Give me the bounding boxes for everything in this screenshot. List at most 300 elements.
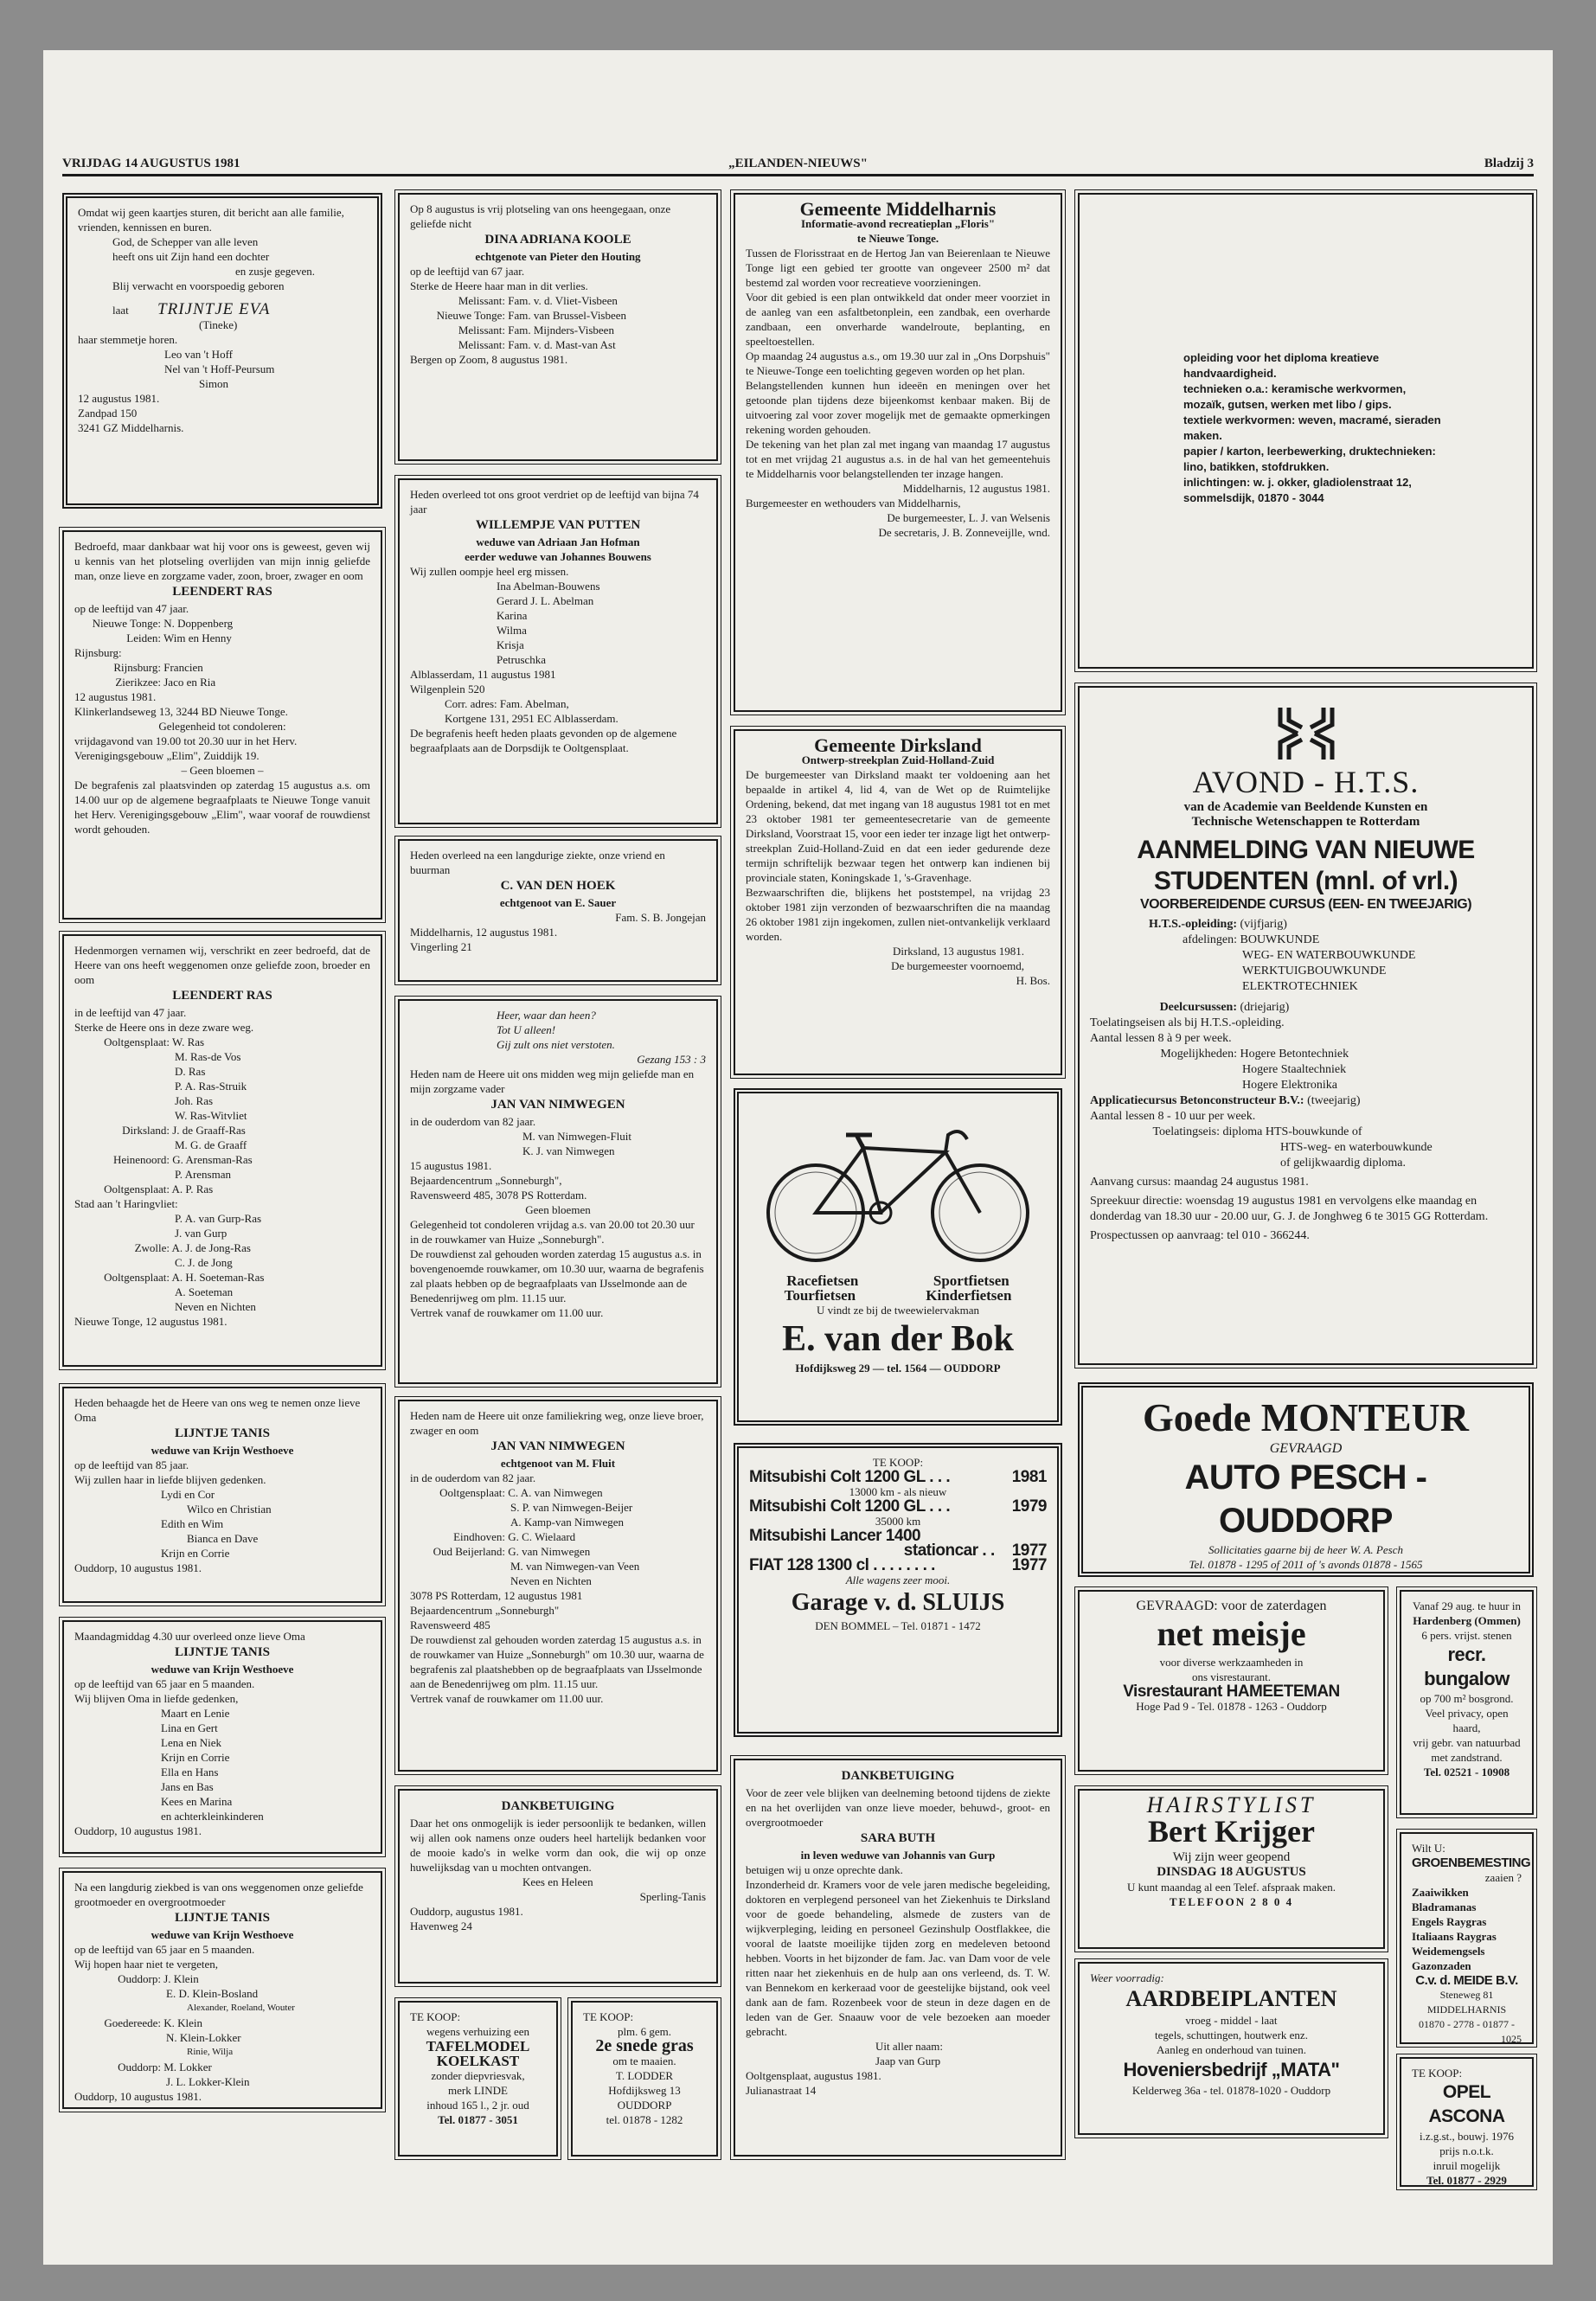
text: Middelharnis, 12 augustus 1981.: [902, 482, 1050, 495]
obituary-ras-2: [62, 934, 382, 1367]
text: Heer, waar dan heen?: [497, 1009, 596, 1022]
text: 1981: [1011, 1468, 1047, 1486]
text: Steneweg 81: [1439, 1989, 1494, 2001]
text: Toelatingseisen als bij H.T.S.-opleiding.: [1090, 1016, 1285, 1029]
deceased-name: DINA ADRIANA KOOLE: [484, 233, 631, 247]
ad-hoveniersbedrijf-mata: [1078, 1962, 1385, 2135]
text: Dirksland:: [122, 1124, 170, 1137]
text: Op maandag 24 augustus a.s., om 19.30 uur zal in „Ons Dorpshuis" te Nieuwe-Tonge een toelichting gegeven worden op het plan.: [746, 349, 1050, 377]
text: Bedroefd, maar dankbaar wat hij voor ons is geweest, geven wij u kennis van het plotseling overlijden van mijn innig geliefde man, onze lieve en zorgzame vader, zoon, broer, zwager en oom: [74, 540, 370, 582]
text: betuigen wij u onze oprechte dank.: [746, 1863, 903, 1876]
text: met zandstrand.: [1431, 1751, 1503, 1764]
text: OUDDORP: [617, 2099, 672, 2112]
text: Ella en Hans: [161, 1766, 219, 1779]
text: Ouddorp, 10 augustus 1981.: [74, 1561, 202, 1574]
text: FIAT 128 1300 cl . . . . . . . .: [749, 1556, 935, 1574]
text: Aantal lessen 8 - 10 uur per week.: [1090, 1110, 1256, 1123]
text: Hogere Staaltechniek: [1242, 1063, 1347, 1076]
text: (vijfjarig): [1240, 918, 1287, 931]
text: Ouddorp, 10 augustus 1981.: [74, 1824, 202, 1837]
text: Hoveniersbedrijf „MATA": [1123, 2059, 1340, 2080]
text: Op 8 augustus is vrij plotseling van ons heengegaan, onze geliefde nicht: [410, 202, 671, 230]
text: Deelcursussen:: [1159, 1001, 1237, 1014]
text: VOORBEREIDENDE CURSUS (EEN- EN TWEEJARIG): [1139, 897, 1472, 912]
obituary-tanis-2: [62, 1620, 382, 1854]
ad-avond-hts: [1078, 686, 1534, 1365]
text: Heinenoord:: [113, 1153, 170, 1166]
text: recr. bungalow: [1424, 1644, 1509, 1689]
text: Informatie-avond recreatieplan „Floris": [800, 217, 996, 230]
text: De begrafenis zal plaatsvinden op zaterdag 15 augustus a.s. om 14.00 uur op de algemene begraafplaats te Nieuwe Tonge vanuit het Herv. Verenigingsgebouw „Elim", waar vooraf de rouwdienst wordt gehouden.: [74, 779, 370, 836]
text: weduwe van Krijn Westhoeve: [151, 1444, 294, 1457]
text: Gelegenheid tot condoleren:: [158, 720, 286, 733]
text: H.T.S.-opleiding:: [1148, 918, 1237, 931]
text: heeft ons uit Zijn hand een dochter: [112, 250, 270, 263]
text: Krijn en Corrie: [161, 1751, 230, 1764]
text: Neven en Nichten: [510, 1574, 592, 1587]
text: in de ouderdom van 82 jaar.: [410, 1115, 536, 1128]
text: Tot U alleen!: [497, 1023, 556, 1036]
text: M. G. de Graaff: [175, 1138, 247, 1151]
text: 01870 - 2778 - 01877 -: [1419, 2018, 1515, 2030]
text: 15 augustus 1981.: [410, 1159, 492, 1172]
text: N. Klein-Lokker: [166, 2031, 241, 2044]
hts-logo-icon: [1272, 703, 1341, 764]
text: Gelegenheid tot condoleren vrijdag a.s. van 20.00 tot 20.30 uur in de rouwkamer van Huize „Sonneburgh".: [410, 1218, 695, 1246]
text: vrij gebr. van natuurbad: [1413, 1736, 1521, 1749]
newspaper-page: [43, 50, 1553, 2265]
text: Nieuwe Tonge:: [436, 309, 505, 322]
text: Ooltgensplaat:: [104, 1183, 170, 1195]
text: Aanvang cursus: maandag 24 augustus 1981.: [1090, 1176, 1309, 1189]
text: D. Ras: [175, 1065, 206, 1078]
text: Havenweg 24: [410, 1920, 472, 1932]
text: WERKTUIGBOUWKUNDE: [1242, 965, 1387, 977]
text: Heden behaagde het de Heere van ons weg te nemen onze lieve Oma: [74, 1396, 361, 1424]
text: Corr. adres: Fam. Abelman,: [445, 697, 569, 710]
text: Voor dit gebied is een plan ontwikkeld dat onder meer voorziet in de aanleg van een asfaltbetonplein, een zandbak, een overharde zandbaan, een onverharde wandelroute, beplanting, en speeltoestellen.: [746, 291, 1050, 348]
text: Jans en Bas: [161, 1780, 214, 1793]
text: Omdat wij geen kaartjes sturen, dit bericht aan alle familie, vrienden, kennissen en buren.: [78, 206, 344, 234]
text: Wilma: [497, 624, 527, 637]
text: P. A. van Gurp-Ras: [175, 1212, 262, 1225]
text: te Nieuwe Tonge.: [856, 232, 939, 245]
ad-fietsen-van-der-bok: [734, 1088, 1062, 1426]
text: Bladramanas: [1412, 1900, 1477, 1913]
text: Ooltgensplaat:: [104, 1035, 170, 1048]
text: Mogelijkheden:: [1160, 1048, 1237, 1061]
text: Leiden:: [126, 631, 161, 644]
text: KOELKAST: [436, 2053, 520, 2069]
text: Lena en Niek: [161, 1736, 222, 1749]
text: Middelharnis, 12 augustus 1981.: [410, 926, 558, 939]
text: Bejaardencentrum „Sonneburgh": [410, 1604, 560, 1617]
text: Heden overleed na een langdurige ziekte, onze vriend en buurman: [410, 849, 665, 876]
text: Goedereede:: [104, 2016, 161, 2029]
text: Wilt U:: [1412, 1842, 1445, 1855]
text: (tweejarig): [1307, 1094, 1361, 1107]
text: tegels, schuttingen, houtwerk enz.: [1155, 2029, 1308, 2041]
text: M. van Nimwegen-van Veen: [510, 1560, 640, 1573]
text: weduwe van Krijn Westhoeve: [151, 1663, 294, 1676]
text: Maandagmiddag 4.30 uur overleed onze lieve Oma: [74, 1630, 305, 1643]
text: Nel van 't Hoff-Peursum: [164, 362, 275, 375]
ad-garage-sluijs: [734, 1443, 1062, 1737]
text: 3078 PS Rotterdam, 12 augustus 1981: [410, 1589, 583, 1602]
text: Simon: [199, 377, 228, 390]
text: H. Bos.: [1016, 974, 1050, 987]
text: – Geen bloemen –: [181, 764, 264, 777]
text: De rouwdienst zal gehouden worden zaterdag 15 augustus a.s. in de rouwkamer van Huize „Sonneburgh" om 10.30 uur, waarna de begrafenis zal plaatshebben op de begraafplaats van IJsselmonde aan de Benedenrijweg om plm. 11.15 uur.: [410, 1633, 704, 1690]
text: diploma HTS-bouwkunde of: [1222, 1125, 1362, 1138]
text: 1025: [1501, 2033, 1522, 2044]
text: C. A. van Nimwegen: [508, 1486, 603, 1499]
text: weduwe van Adriaan Jan Hofman: [476, 535, 640, 548]
shop-name: E. van der Bok: [782, 1319, 1014, 1359]
text: Bejaardencentrum „Sonneburgh",: [410, 1174, 562, 1187]
text: Hedenmorgen vernamen wij, verschrikt en zeer bedroefd, dat de Heere van ons heeft weggenomen onze geliefde zoon, broeder en oom: [74, 944, 370, 986]
text: J. L. Lokker-Klein: [166, 2075, 250, 2088]
text: Inzonderheid dr. Kramers voor de vele jaren medische begeleiding, doktoren en verplegend personeel van het Ziekenhuis te Dirksland voor de goede behandeling, alsmede de zusters van de wijkverpleging, leiding en personeel Gezinshulp Oostflakkee, die vooral de laatste moeilijke tijden zorg en medeleven betoond hebben. Voorts in het bijzonder de fam. Jac. van Dam voor de vele ritten naar het ziekenhuis en de hulp aan ons verleend, ds. T. W. van Bennekom en kerkeraad voor de geestelijke bijstand, ook veel dank aan de fam. Rozenbeek voor de steun in deze dagen en de leden van de Ger. Snaauw voor de vele bezoeken aan moeder gebracht.: [746, 1878, 1050, 2038]
text: Burgemeester en wethouders van Middelharnis,: [746, 497, 961, 510]
text: E. D. Klein-Bosland: [166, 1987, 259, 2000]
text: Francien: [163, 661, 203, 674]
text: J. Klein: [163, 1972, 199, 1985]
text: Wij hopen haar niet te vergeten,: [74, 1958, 219, 1971]
text: Visrestaurant HAMEETEMAN: [1123, 1682, 1340, 1701]
text: Tussen de Florisstraat en de Hertog Jan van Beierenlaan te Nieuwe Tonge ligt een gebied ter grootte van ongeveer 2500 m² dat bestemd zal worden voor recreatieve voorzieningen.: [746, 247, 1050, 289]
text: Toelatingseis:: [1152, 1125, 1220, 1138]
text: Nieuwe Tonge:: [92, 617, 161, 630]
text: Joh. Ras: [175, 1094, 214, 1107]
text: Lydi en Cor: [161, 1488, 215, 1501]
text: AARDBEIPLANTEN: [1125, 1986, 1337, 2011]
text: U kunt maandag al een Telef. afspraak maken.: [1126, 1881, 1336, 1894]
text: plm. 6 gem.: [617, 2025, 672, 2038]
notice-gemeente-dirksland: [734, 729, 1062, 1075]
text: haar stemmetje horen.: [78, 333, 178, 346]
deceased-name: SARA BUTH: [860, 1831, 936, 1845]
obituary-tanis-3: [62, 1871, 382, 2109]
text: net meisje: [1157, 1614, 1306, 1653]
text: in leven weduwe van Johannis van Gurp: [800, 1849, 996, 1862]
ad-net-meisje: [1078, 1590, 1385, 1772]
text: Uit aller naam:: [875, 2040, 943, 2053]
text: Melissant:: [458, 338, 505, 351]
text: 3241 GZ Middelharnis.: [78, 421, 184, 434]
text: Oud Beijerland:: [433, 1545, 505, 1558]
text: op 700 m² bosgrond.: [1420, 1692, 1514, 1705]
text: Leo van 't Hoff: [164, 348, 233, 361]
ad-kreatieve-handvaardigheid: [1078, 193, 1534, 669]
text: Melissant:: [458, 324, 505, 336]
thank-you-notice-sperling: [398, 1789, 718, 1984]
text: Kees en Marina: [161, 1795, 233, 1808]
notice-title: Gemeente Middelharnis: [799, 198, 997, 220]
text: Sterke de Heere haar man in dit verlies.: [410, 279, 588, 292]
text: G. Arensman-Ras: [172, 1153, 253, 1166]
text: zaaien ?: [1484, 1871, 1522, 1884]
ad-opel-ascona: [1400, 2057, 1534, 2187]
text: Applicatiecursus Betonconstructeur B.V.:: [1090, 1094, 1304, 1107]
text: 13000 km - als nieuw: [849, 1485, 947, 1498]
text: Zandpad 150: [78, 407, 138, 420]
text: Ouddorp:: [118, 1972, 161, 1985]
text: Vanaf 29 aug. te huur in: [1413, 1599, 1521, 1612]
text: 1977: [1011, 1556, 1047, 1574]
text: Fam. v. d. Vliet-Visbeen: [508, 294, 618, 307]
text: Sterke de Heere ons in deze zware weg.: [74, 1021, 254, 1034]
obituary-ras-1: [62, 530, 382, 920]
text: Fam. S. B. Jongejan: [615, 911, 706, 924]
text: BOUWKUNDE: [1240, 933, 1320, 946]
text: papier / karton, leerbewerking, druktechnieken: lino, batikken, stofdrukken.: [1183, 445, 1436, 473]
text: Engels Raygras: [1412, 1915, 1487, 1928]
text: Heden overleed tot ons groot verdriet op de leeftijd van bijna 74 jaar: [410, 488, 699, 516]
text: Wilco en Christian: [187, 1503, 272, 1516]
text: STUDENTEN (mnl. of vrl.): [1153, 867, 1458, 895]
text: Hofdijksweg 13: [608, 2084, 681, 2097]
text: textiele werkvormen: weven, macramé, sieraden maken.: [1183, 413, 1441, 442]
text: Ina Abelman-Bouwens: [497, 580, 600, 593]
text: Jaap van Gurp: [875, 2054, 941, 2067]
text: in de ouderdom van 82 jaar.: [410, 1471, 536, 1484]
text: wegens verhuizing een: [426, 2025, 530, 2038]
text: Sollicitaties gaarne bij de heer W. A. Pesch: [1208, 1543, 1403, 1556]
text: U vindt ze bij de tweewielervakman: [816, 1304, 980, 1317]
text: inhoud 165 l., 2 jr. oud: [426, 2099, 529, 2112]
ad-koelkast: [398, 2001, 558, 2157]
text: Tel. 01877 - 3051: [438, 2113, 518, 2126]
text: M. Ras-de Vos: [175, 1050, 241, 1063]
text: Wim en Henny: [163, 631, 232, 644]
text: echtgenote van Pieter den Houting: [475, 250, 641, 263]
text: De burgemeester, L. J. van Welsenis: [887, 511, 1050, 524]
text: 1979: [1011, 1497, 1047, 1516]
text: Heden nam de Heere uit ons midden weg mijn geliefde man en mijn zorgzame vader: [410, 1067, 695, 1095]
text: technieken o.a.: keramische werkvormen, mozaïk, gutsen, werken met libo / gips.: [1183, 382, 1407, 411]
text: eerder weduwe van Johannes Bouwens: [465, 550, 651, 563]
text: TE KOOP:: [872, 1456, 924, 1469]
text: De secretaris, J. B. Zonneveijlle, wnd.: [878, 526, 1050, 539]
text: Stad aan 't Haringvliet:: [74, 1197, 178, 1210]
text: Italiaans Raygras: [1412, 1930, 1497, 1943]
obituary-van-den-hoek: [398, 839, 718, 982]
notice-gemeente-middelharnis: [734, 193, 1062, 712]
text: i.z.g.st., bouwj. 1976: [1419, 2130, 1515, 2143]
text: Krisja: [497, 638, 524, 651]
text: of gelijkwaardig diploma.: [1280, 1157, 1407, 1170]
thank-you-notice-buth: [734, 1759, 1062, 2157]
obituary-koole: [398, 193, 718, 461]
text: Tel. 02521 - 10908: [1423, 1766, 1510, 1779]
text: Racefietsen: [786, 1272, 859, 1289]
text: Aanleg en onderhoud van tuinen.: [1157, 2043, 1306, 2056]
text: DEN BOMMEL – Tel. 01871 - 1472: [815, 1619, 981, 1632]
text: G. van Nimwegen: [508, 1545, 591, 1558]
text: A. J. de Jong-Ras: [171, 1241, 251, 1254]
notice-title: Gemeente Dirksland: [814, 734, 982, 756]
text: 2e snede gras: [595, 2036, 694, 2055]
text: Wij zullen oompje heel erg missen.: [410, 565, 569, 578]
obituary-nimwegen-2: [398, 1400, 718, 1772]
text: merk LINDE: [448, 2084, 508, 2097]
text: inruil mogelijk: [1433, 2159, 1501, 2172]
text: inlichtingen: w. j. okker, gladiolenstraat 12, sommelsdijk, 01870 - 3044: [1183, 476, 1412, 504]
ad-hairstylist-krijger: [1078, 1789, 1385, 1949]
text: Ouddorp, augustus 1981.: [410, 1905, 523, 1918]
text: om te maaien.: [612, 2054, 676, 2067]
text: Kortgene 131, 2951 EC Alblasserdam.: [445, 712, 619, 725]
text: Ouddorp:: [118, 2061, 161, 2073]
ad-title: Bert Krijger: [1148, 1814, 1315, 1849]
text: Bianca en Dave: [187, 1532, 259, 1545]
header-paper-name: „EILANDEN-NIEUWS": [728, 157, 868, 170]
text: P. A. Ras-Struik: [175, 1080, 247, 1093]
text: Zaaiwikken: [1412, 1886, 1469, 1899]
text: Veel privacy, open haard,: [1425, 1707, 1509, 1734]
header-page-number: Bladzij 3: [1484, 157, 1534, 170]
text: Gij zult ons niet verstoten.: [497, 1038, 615, 1051]
deceased-name: C. VAN DEN HOEK: [500, 879, 616, 893]
text: 35000 km: [875, 1515, 921, 1528]
text: A. Soeteman: [175, 1285, 234, 1298]
text: (driejarig): [1240, 1001, 1290, 1014]
text: G. C. Wielaard: [508, 1530, 576, 1543]
text: De tekening van het plan zal met ingang van maandag 17 augustus tot en met vrijdag 21 augustus a.s. in de hal van het gemeentehuis te Middelharnis voor belangstellenden ter inzage hangen.: [746, 438, 1050, 480]
text: Ouddorp, 10 augustus 1981.: [74, 2090, 202, 2103]
text: prijs n.o.t.k.: [1439, 2144, 1494, 2157]
text: Kinderfietsen: [926, 1287, 1012, 1304]
text: Tel. 01877 - 2929: [1426, 2174, 1507, 2187]
text: Edith en Wim: [161, 1517, 224, 1530]
text: Karina: [497, 609, 528, 622]
text: 12 augustus 1981.: [74, 690, 157, 703]
text: Hardenberg (Ommen): [1413, 1614, 1521, 1627]
text: Belangstellenden kunnen hun ideeën en meningen over het getoonde plan tijdens deze bijeenkomst kenbaar maken. Bij de uitvoering zal voor zover mogelijk met de gemaakte opmerkingen rekening worden gehouden.: [746, 379, 1050, 436]
text: P. Arensman: [175, 1168, 231, 1181]
text: ELEKTROTECHNIEK: [1242, 980, 1358, 993]
notice-title: DANKBETUIGING: [501, 1799, 615, 1813]
ad-van-der-meide: [1400, 1832, 1534, 2044]
text: tel. 01878 - 1282: [606, 2113, 683, 2126]
text: Kees en Heleen: [522, 1875, 593, 1888]
text: Ravensweerd 485: [410, 1618, 490, 1631]
ad-title: AVOND - H.T.S.: [1192, 765, 1420, 799]
text: Gerard J. L. Abelman: [497, 594, 594, 607]
text: Gazonzaden: [1412, 1959, 1471, 1972]
text: AUTO PESCH - OUDDORP: [1184, 1458, 1427, 1540]
text: Heden nam de Heere uit onze familiekring weg, onze lieve broer, zwager en oom: [410, 1409, 704, 1437]
text: HTS-weg- en waterbouwkunde: [1280, 1141, 1433, 1154]
text: Aantal lessen 8 à 9 per week.: [1090, 1032, 1232, 1045]
text: echtgenoot van M. Fluit: [500, 1457, 616, 1470]
text: GROENBEMESTING: [1412, 1856, 1531, 1870]
text: Hogere Elektronika: [1242, 1079, 1338, 1092]
text: De burgemeester van Dirksland maakt ter voldoening aan het bepaalde in artikel 4, lid 4, van de Wet op de Ruimtelijke Ordening, bekend, dat met ingang van 18 augustus 1981 tot en met 23 oktober 1981 ter gemeentesecretarie van de gemeente Dirksland, Voorstraat 15, voor een ieder ter inzage ligt het ontwerp-streekplan Zuid-Holland-Zuid en dat een ieder gedurende deze termijn schriftelijk bezwaar tegen het ontwerp kan indienen bij provinciale staten, Koningskade 1, 's-Gravenhage.: [746, 768, 1050, 884]
text: Petruschka: [497, 653, 547, 666]
text: TAFELMODEL: [426, 2038, 530, 2054]
text: M. Lokker: [163, 2061, 212, 2073]
deceased-name: LIJNTJE TANIS: [175, 1645, 270, 1659]
text: GEVRAAGD: voor de zaterdagen: [1136, 1599, 1327, 1613]
text: T. LODDER: [615, 2069, 674, 2082]
text: op de leeftijd van 65 jaar en 5 maanden.: [74, 1943, 255, 1956]
text: Ontwerp-streekplan Zuid-Holland-Zuid: [801, 753, 995, 766]
text: Wij zullen haar in liefde blijven gedenken.: [74, 1473, 266, 1486]
text: Wij blijven Oma in liefde gedenken,: [74, 1692, 239, 1705]
text: op de leeftijd van 85 jaar.: [74, 1458, 189, 1471]
text: Dirksland, 13 augustus 1981.: [892, 945, 1024, 958]
text: Klinkerlandseweg 13, 3244 BD Nieuwe Tonge.: [74, 705, 288, 718]
text: Ooltgensplaat:: [439, 1486, 505, 1499]
text: OPEL ASCONA: [1428, 2082, 1505, 2126]
text: Spreekuur directie: woensdag 19 augustus 1981 en vervolgens elke maandag en donderdag van 18.30 uur - 20.00 uur, G. J. de Jonghweg 6 te 3015 GG Rotterdam.: [1090, 1195, 1489, 1223]
text: W. Ras-Witvliet: [175, 1109, 247, 1122]
ad-birth-trijntje: [62, 193, 382, 509]
baby-name: TRIJNTJE EVA: [157, 300, 271, 318]
text: WEG- EN WATERBOUWKUNDE: [1242, 949, 1416, 962]
text: Melissant:: [458, 294, 505, 307]
text: echtgenoot van E. Sauer: [499, 896, 617, 909]
text: Alexander, Roeland, Wouter: [187, 2003, 295, 2013]
text: Weidemengsels: [1412, 1945, 1485, 1958]
text: Prospectussen op aanvraag: tel 010 - 366244.: [1090, 1229, 1310, 1242]
obituary-van-putten: [398, 478, 718, 824]
text: J. de Graaff-Ras: [172, 1124, 246, 1137]
deceased-name: LEENDERT RAS: [172, 989, 272, 1003]
ad-gras: [571, 2001, 718, 2157]
deceased-name: LIJNTJE TANIS: [175, 1911, 270, 1925]
text: Fam. v. d. Mast-van Ast: [508, 338, 616, 351]
text: Wilgenplein 520: [410, 683, 485, 695]
text: Gezang 153 : 3: [637, 1053, 706, 1066]
text: Kelderweg 36a - tel. 01878-1020 - Ouddorp: [1131, 2084, 1331, 2097]
text: Daar het ons onmogelijk is ieder persoonlijk te bedanken, willen wij allen ook namens onze ouders heel hartelijk bedanken voor de mooie kado's in welke vorm dan ook, die wij op onze huwelijksdag van u mochten ontvangen.: [410, 1817, 706, 1874]
text: TE KOOP:: [583, 2010, 634, 2023]
text: Tourfietsen: [784, 1287, 856, 1304]
text: TE KOOP:: [410, 2010, 461, 2023]
text: Krijn en Corrie: [161, 1547, 230, 1560]
text: Maart en Lenie: [161, 1707, 230, 1720]
deceased-name: LIJNTJE TANIS: [175, 1426, 270, 1440]
text: Ooltgensplaat:: [104, 1271, 170, 1284]
text: op de leeftijd van 65 jaar en 5 maanden.: [74, 1677, 255, 1690]
text: Zierikzee:: [115, 676, 161, 689]
text: Tel. 01878 - 1295 of 2011 of 's avonds 01878 - 1565: [1189, 1558, 1423, 1571]
text: Fam. Mijnders-Visbeen: [508, 324, 614, 336]
text: M. van Nimwegen-Fluit: [522, 1130, 632, 1143]
text: C. J. de Jong: [175, 1256, 233, 1269]
text: op de leeftijd van 47 jaar.: [74, 602, 189, 615]
bicycle-illustration: [760, 1100, 1036, 1273]
text: Hofdijksweg 29 — tel. 1564 — OUDDORP: [795, 1362, 1001, 1375]
shop-name: Garage v. d. SLUIJS: [791, 1589, 1005, 1616]
text: A. Kamp-van Nimwegen: [510, 1516, 625, 1529]
text: op de leeftijd van 67 jaar.: [410, 265, 525, 278]
text: 6 pers. vrijst. stenen: [1421, 1629, 1512, 1642]
text: Fam. van Brussel-Visbeen: [508, 309, 627, 322]
text: vroeg - middel - laat: [1185, 2014, 1278, 2027]
text: Wij zijn weer geopend: [1172, 1850, 1291, 1864]
text: Neven en Nichten: [175, 1300, 256, 1313]
ad-title: Goede MONTEUR: [1143, 1395, 1469, 1439]
text: Bezwaarschriften die, blijkens het poststempel, na vrijdag 23 oktober 1981 zijn verzonden of bezwaarschriften die na maandag 26 oktober 1981 zijn ingekomen, zullen niet-ontvankelijk verklaard worden.: [746, 886, 1050, 943]
text: Mitsubishi Colt 1200 GL . . .: [749, 1468, 951, 1486]
text: J. van Gurp: [175, 1227, 228, 1240]
text: GEVRAAGD: [1269, 1441, 1343, 1456]
text: Eindhoven:: [453, 1530, 505, 1543]
